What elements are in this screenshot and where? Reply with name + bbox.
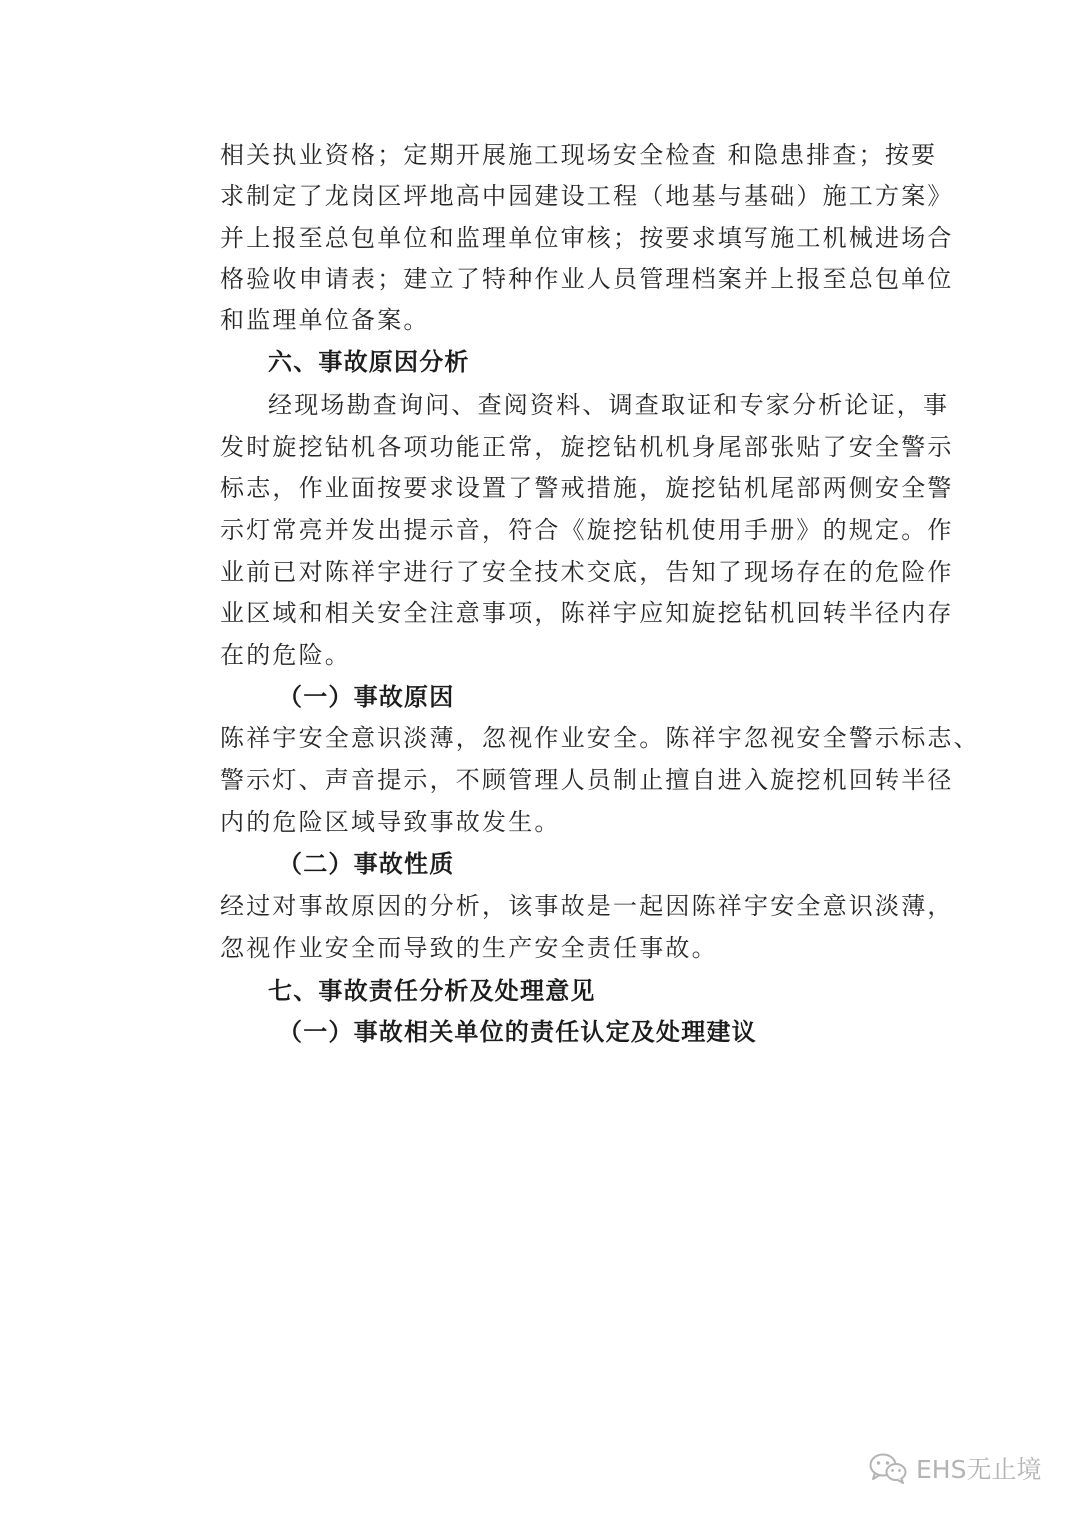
text-line: 发时旋挖钻机各项功能正常，旋挖钻机机身尾部张贴了安全警示 — [220, 433, 954, 461]
text-line: 经现场勘查询问、查阅资料、调查取证和专家分析论证，事 — [268, 391, 950, 419]
watermark — [868, 1448, 1041, 1488]
text-line: 在的危险。 — [220, 641, 351, 669]
subsection-heading-cause: （一）事故原因 — [278, 682, 455, 711]
text-line: 业前已对陈祥宇进行了安全技术交底，告知了现场存在的危险作 — [220, 558, 954, 586]
text-line: 业区域和相关安全注意事项，陈祥宇应知旋挖钻机回转半径内存 — [220, 599, 954, 627]
text-line: 警示灯、声音提示，不顾管理人员制止擅自进入旋挖机回转半径 — [220, 766, 954, 794]
text-line: 格验收申请表；建立了特种作业人员管理档案并上报至总包单位 — [220, 265, 954, 293]
text-line: 经过对事故原因的分析，该事故是一起因陈祥宇安全意识淡薄， — [220, 892, 954, 920]
text-line: 相关执业资格；定期开展施工现场安全检查 和隐患排查；按要 — [220, 141, 938, 169]
text-line: 陈祥宇安全意识淡薄，忽视作业安全。陈祥宇忽视安全警示标志、 — [220, 724, 980, 752]
watermark-text: EHS无止境 — [916, 1455, 1042, 1484]
section-heading-7: 七、事故责任分析及处理意见 — [268, 976, 596, 1005]
text-line: 忽视作业安全而导致的生产安全责任事故。 — [220, 934, 718, 962]
text-line: 求制定了龙岗区坪地高中园建设工程（地基与基础）施工方案》 — [220, 182, 954, 210]
wechat-icon — [868, 1452, 908, 1484]
section-heading-6: 六、事故原因分析 — [268, 347, 470, 376]
text-line: 示灯常亮并发出提示音，符合《旋挖钻机使用手册》的规定。作 — [220, 516, 954, 544]
text-line: 和监理单位备案。 — [220, 306, 430, 334]
subsection-heading-nature: （二）事故性质 — [278, 849, 455, 878]
text-line: 并上报至总包单位和监理单位审核；按要求填写施工机械进场合 — [220, 224, 954, 252]
subsection-heading-responsibility: （一）事故相关单位的责任认定及处理建议 — [278, 1017, 757, 1046]
text-line: 标志，作业面按要求设置了警戒措施，旋挖钻机尾部两侧安全警 — [220, 474, 954, 502]
text-line: 内的危险区域导致事故发生。 — [220, 808, 561, 836]
